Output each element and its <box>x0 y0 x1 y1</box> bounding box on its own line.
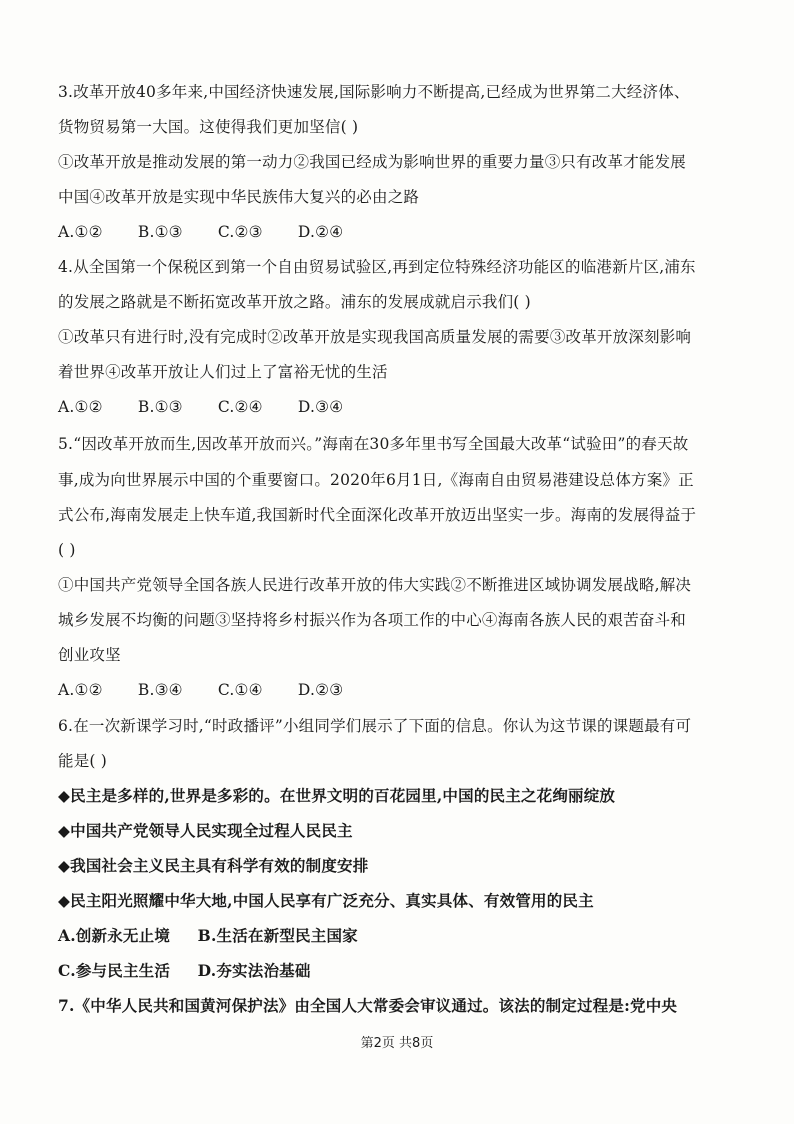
q3-items-line1: ①改革开放是推动发展的第一动力②我国已经成为影响世界的重要力量③只有改革才能发展 <box>58 153 687 171</box>
q5-stem-line1: 5.“因改革开放而生,因改革开放而兴。”海南在30多年里书写全国最大改革“试验田”的春天故 <box>58 435 689 453</box>
q7-stem-line1: 7.《中华人民共和国黄河保护法》由全国人大常委会审议通过。该法的制定过程是:党中央 <box>58 996 678 1015</box>
q6-option-c: C.参与民主生活 <box>58 961 171 980</box>
q6-stem-line1: 6.在一次新课学习时,“时政播评”小组同学们展示了下面的信息。你认为这节课的课题最有可 <box>58 717 692 735</box>
q4-stem-line1: 4.从全国第一个保税区到第一个自由贸易试验区,再到定位特殊经济功能区的临港新片区,浦东 <box>58 258 696 276</box>
q5-options <box>58 680 738 700</box>
q6-option-d: D.夯实法治基础 <box>197 961 311 980</box>
q6-options-row2 <box>58 961 738 981</box>
q5-stem-line2: 事,成为向世界展示中国的个重要窗口。2020年6月1日,《海南自由贸易港建设总体方案》正 <box>58 471 694 489</box>
q4-items-line1: ①改革只有进行时,没有完成时②改革开放是实现我国高质量发展的需要③改革开放深刻影响 <box>58 328 692 346</box>
q5-stem-line3: 式公布,海南发展走上快车道,我国新时代全面深化改革开放迈出坚实一步。海南的发展得益于 <box>58 506 697 524</box>
q3-stem-line1: 3.改革开放40多年来,中国经济快速发展,国际影响力不断提高,已经成为世界第二大经济体、 <box>58 83 690 101</box>
q3-items-line2: 中国④改革开放是实现中华民族伟大复兴的必由之路 <box>58 188 420 206</box>
q4-option-d: D.③④ <box>297 398 344 416</box>
q3-options <box>58 222 738 242</box>
q4-items-line2: 着世界④改革开放让人们过上了富裕无忧的生活 <box>58 363 388 381</box>
q6-info-item: ◆民主阳光照耀中华大地,中国人民享有广泛充分、真实具体、有效管用的民主 <box>58 891 594 910</box>
q5-option-b: B.③④ <box>137 681 183 699</box>
q5-items-line3: 创业攻坚 <box>58 646 121 664</box>
q6-option-a: A.创新永无止境 <box>58 926 171 945</box>
q4-option-b: B.①③ <box>137 398 183 416</box>
q5-option-c: C.①④ <box>217 681 263 699</box>
q6-info-item: ◆我国社会主义民主具有科学有效的制度安排 <box>58 856 369 875</box>
q6-options-row1 <box>58 926 738 946</box>
q5-items-line2: 城乡发展不均衡的问题③坚持将乡村振兴作为各项工作的中心④海南各族人民的艰苦奋斗和 <box>58 611 687 629</box>
q3-option-d: D.②④ <box>297 223 344 241</box>
q4-option-a: A.①② <box>58 398 103 416</box>
q3-option-c: C.②③ <box>217 223 263 241</box>
q3-stem-line2: 货物贸易第一大国。这使得我们更加坚信( ) <box>58 118 359 136</box>
q4-options <box>58 397 738 417</box>
q4-stem-line2: 的发展之路就是不断拓宽改革开放之路。浦东的发展成就启示我们( ) <box>58 293 531 311</box>
q6-info-item: ◆民主是多样的,世界是多彩的。在世界文明的百花园里,中国的民主之花绚丽绽放 <box>58 786 616 805</box>
page-number: 第2页 共8页 <box>360 1036 434 1051</box>
q4-option-c: C.②④ <box>217 398 263 416</box>
q3-option-a: A.①② <box>58 223 103 241</box>
q5-items-line1: ①中国共产党领导全国各族人民进行改革开放的伟大实践②不断推进区域协调发展战略,解决 <box>58 576 692 594</box>
q5-stem-line4: ( ) <box>58 541 76 559</box>
q6-stem-line2: 能是( ) <box>58 752 108 770</box>
q5-option-d: D.②③ <box>297 681 344 699</box>
q6-option-b: B.生活在新型民主国家 <box>197 926 358 945</box>
q5-option-a: A.①② <box>58 681 103 699</box>
q6-info-item: ◆中国共产党领导人民实现全过程人民民主 <box>58 821 353 840</box>
q3-option-b: B.①③ <box>137 223 183 241</box>
